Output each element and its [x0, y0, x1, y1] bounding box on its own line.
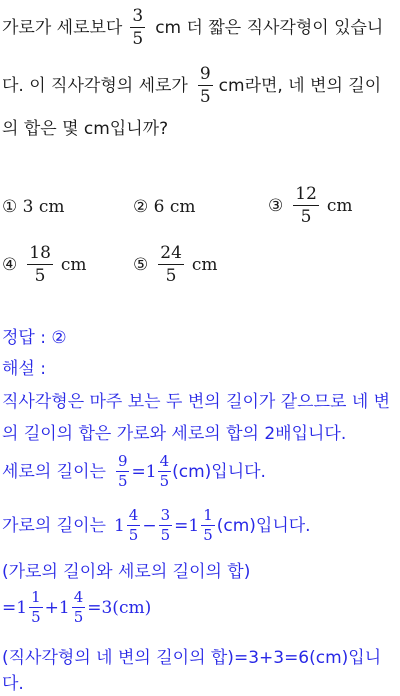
fraction: $\frac{18}{5}$: [29, 243, 51, 286]
fraction: $\frac{1}{5}$: [203, 506, 213, 544]
question-line-1: [2, 6, 383, 49]
fraction: $\frac{24}{5}$: [160, 243, 182, 286]
fraction: $\frac{3}{5}$: [132, 6, 144, 49]
explanation-step-6: 다.: [2, 674, 24, 694]
fraction: $\frac{4}{5}$: [128, 506, 139, 544]
fraction: $\frac{9}{5}$: [199, 64, 211, 107]
explanation-step-2: 가로의 길이는 1 $\frac{4}{5}$ − $\frac{3}{5}$ = 1 $\frac{1}{5}$ (cm)입니다.: [2, 506, 311, 544]
answer-label: 정답 :: [2, 328, 46, 348]
choice-2[interactable]: ② 6 cm: [133, 197, 196, 217]
explanation-step-1: 세로의 길이는 $\frac{9}{5}$ = 1 $\frac{4}{5}$ (cm)입니다.: [2, 452, 266, 490]
explanation-line-2: 의 길이의 합은 가로와 세로의 합의 2배입니다.: [2, 424, 347, 444]
explanation-step-4: = 1 $\frac{1}{5}$ + 1 $\frac{4}{5}$ =3(cm): [2, 588, 152, 626]
question-line-2: [2, 64, 381, 107]
fraction: $\frac{12}{5}$: [295, 184, 317, 227]
explanation-step-5: (직사각형의 네 변의 길이의 합)=3+3=6(cm)입니: [2, 648, 382, 668]
choice-1[interactable]: ① 3 cm: [2, 197, 65, 217]
fraction: $\frac{4}{5}$: [159, 452, 170, 490]
choice-5[interactable]: ⑤ $\frac{24}{5}$ cm: [133, 243, 218, 286]
explanation-label: 해설 :: [2, 359, 46, 379]
fraction: $\frac{1}{5}$: [31, 588, 41, 626]
answer-value: ②: [51, 328, 67, 348]
fraction: $\frac{4}{5}$: [73, 588, 84, 626]
question-text: cm라면, 네 변의 길이: [218, 75, 382, 96]
question-text: 가로가 세로보다: [2, 17, 123, 38]
fraction: $\frac{3}{5}$: [160, 506, 171, 544]
choice-4[interactable]: ④ $\frac{18}{5}$ cm: [2, 243, 87, 286]
question-text: cm 더 짧은 직사각형이 있습니: [155, 17, 384, 38]
explanation-step-3: (가로의 길이와 세로의 길이의 합): [2, 562, 251, 582]
question-line-3: 의 합은 몇 cm입니까?: [2, 119, 169, 139]
explanation-line-1: 직사각형은 마주 보는 두 변의 길이가 같으므로 네 변: [2, 392, 391, 412]
question-text: 다. 이 직사각형의 세로가: [2, 75, 188, 96]
choice-3[interactable]: ③ $\frac{12}{5}$ cm: [268, 184, 353, 227]
fraction: $\frac{9}{5}$: [117, 452, 128, 490]
answer-line: [2, 327, 67, 349]
